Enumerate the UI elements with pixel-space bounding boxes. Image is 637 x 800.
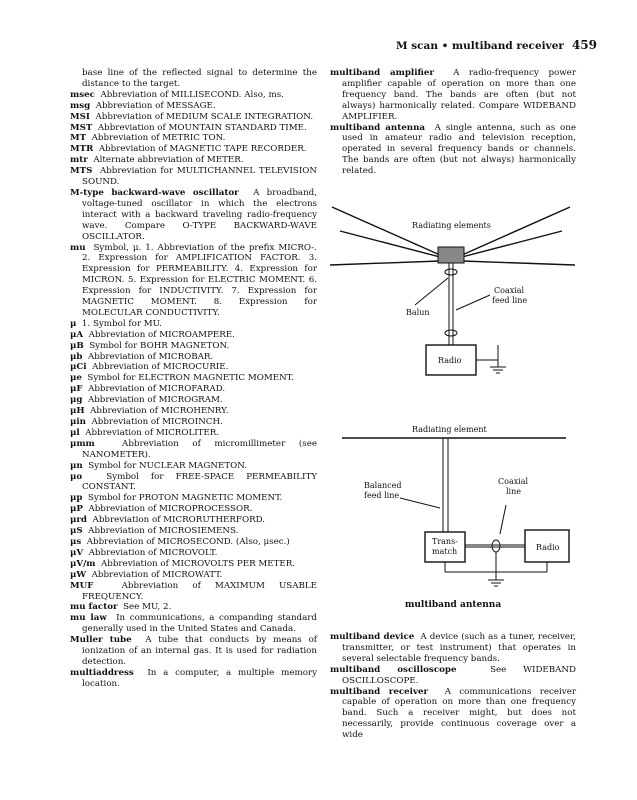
entry-definition: Symbol for ELECTRON MAGNETIC MOMENT. (87, 373, 294, 384)
entry-headword: MSI (70, 111, 90, 122)
entry-headword: msg (70, 100, 91, 111)
entry-definition: Abbreviation of MICROFARAD. (88, 384, 226, 395)
dictionary-entry (70, 68, 317, 90)
dictionary-entry (70, 155, 317, 166)
dictionary-entry (70, 166, 317, 188)
dictionary-entry (70, 613, 317, 635)
entry-definition: Abbreviation of MICROCURIE. (92, 362, 229, 373)
entry-headword: MTR (70, 144, 94, 155)
entry-headword: MT (70, 133, 87, 144)
entry-headword: μmm (70, 438, 95, 449)
dictionary-entry (70, 570, 317, 581)
dictionary-entry (70, 504, 317, 515)
ferrite-icon (492, 540, 500, 552)
figure-caption: multiband antenna (404, 600, 502, 610)
page-number: 459 (571, 38, 597, 52)
entry-headword: μH (70, 406, 85, 417)
entry-headword: μs (70, 536, 82, 547)
dictionary-entry (70, 243, 317, 319)
dictionary-entry (70, 559, 317, 570)
radiating-element-line (462, 261, 575, 265)
entry-definition: Abbreviation of MICROHENRY. (90, 406, 229, 417)
entry-definition: Abbreviation of MICROSIEMENS. (88, 526, 239, 537)
dictionary-entry (330, 687, 576, 742)
entry-definition: Symbol for PROTON MAGNETIC MOMENT. (87, 493, 283, 504)
dictionary-entry (70, 90, 317, 101)
header-title: M scan • multiband receiver (395, 40, 564, 52)
radiating-element-line (340, 231, 440, 257)
entry-definition: Abbreviation for MULTICHANNEL TELEVISION SOUND. (82, 166, 317, 188)
entry-definition: base line of the reflected signal to determine the distance to the target. (82, 68, 317, 89)
entry-definition: Abbreviation of MICRORUTHERFORD. (92, 515, 266, 526)
entry-definition: Abbreviation of MICROWATT. (91, 569, 223, 580)
entry-definition: A communications receiver capable of operation on more than one frequency band. Such a receiver might, but does not necessarily, provide continuous coverage over a wide (342, 686, 576, 741)
left-column (70, 68, 317, 690)
entry-definition: Abbreviation of MICROINCH. (91, 417, 223, 427)
dictionary-entry (70, 548, 317, 559)
entry-definition: Symbol for BOHR MAGNETON. (89, 340, 230, 351)
label-radiating-element: Radiating element (412, 425, 487, 434)
dictionary-entry (70, 330, 317, 341)
dictionary-entry (70, 406, 317, 417)
right-column-bottom (330, 632, 576, 741)
radiating-element-line (332, 207, 440, 255)
entry-headword: multiaddress (70, 667, 134, 678)
entry-headword: μV (70, 547, 84, 558)
entry-definition: 1. Symbol for MU. (81, 318, 162, 329)
dictionary-entry (70, 439, 317, 461)
dictionary-entry (70, 417, 317, 428)
dictionary-entry (70, 362, 317, 373)
dictionary-entry (70, 635, 317, 668)
entry-headword: μn (70, 460, 83, 471)
entry-headword: mu (70, 242, 86, 253)
entry-headword: μo (70, 471, 83, 482)
radiating-element-line (330, 261, 440, 265)
label-balun: Balun (406, 308, 430, 317)
entry-definition: Symbol for FREE-SPACE PERMEABILITY CONSTANT. (82, 471, 317, 493)
entry-headword: M-type backward-wave oscillator (70, 187, 239, 198)
entry-headword: μB (70, 340, 84, 351)
label-feed-line: feed line (364, 491, 400, 500)
entry-headword: μb (70, 351, 83, 362)
label-coaxial: Coaxial (494, 286, 525, 295)
entry-definition: Abbreviation of MESSAGE. (95, 100, 216, 111)
dictionary-entry (70, 133, 317, 144)
entry-definition: Alternate abbreviation of METER. (93, 155, 244, 166)
label-coaxial: Coaxial (498, 477, 529, 486)
entry-definition: A single antenna, such as one used in amateur radio and television reception, operated in several frequency bands or channels. The bands are often (but not always) harmonically related. (342, 122, 576, 177)
entry-headword: μ (70, 318, 77, 329)
entry-headword: μin (70, 417, 86, 427)
label-feed-line: feed line (492, 296, 528, 305)
entry-headword: μg (70, 395, 83, 406)
entry-headword: MTS (70, 166, 93, 177)
entry-definition: Abbreviation of METRIC TON. (91, 133, 226, 144)
multiband-antenna-diagram-1 (330, 195, 586, 395)
entry-definition: Abbreviation of MICROAMPERE. (88, 329, 235, 340)
entry-headword: μV/m (70, 558, 96, 569)
dictionary-entry (330, 632, 576, 665)
dictionary-entry (70, 352, 317, 363)
entry-definition: Abbreviation of MAGNETIC TAPE RECORDER. (98, 144, 307, 155)
ferrite-icon (445, 330, 457, 336)
dictionary-entry (70, 384, 317, 395)
dictionary-entry (70, 112, 317, 123)
entry-definition: Abbreviation of MICROVOLTS PER METER. (101, 558, 296, 569)
dictionary-entry (70, 581, 317, 603)
entry-definition: Abbreviation of MICROGRAM. (87, 395, 223, 406)
entry-definition: A device (such as a tuner, receiver, transmitter, or test instrument) that operates in several selectable frequency bands. (342, 632, 576, 664)
dictionary-entry (70, 101, 317, 112)
label-match: match (432, 547, 458, 556)
label-balanced: Balanced (364, 481, 402, 490)
dictionary-entry (70, 472, 317, 494)
entry-definition: Symbol for NUCLEAR MAGNETON. (88, 460, 248, 471)
entry-headword: μp (70, 493, 83, 504)
entry-headword: multiband device (330, 632, 415, 642)
entry-definition: Abbreviation of micromillimeter (see NANOMETER). (82, 438, 317, 460)
multiband-antenna-diagram-2 (330, 420, 586, 595)
entry-definition: Abbreviation of MEDIUM SCALE INTEGRATION. (95, 111, 314, 122)
hub-box (438, 247, 464, 263)
dictionary-entry (70, 373, 317, 384)
running-header (396, 38, 597, 52)
entry-definition: Abbreviation of MAXIMUM USABLE FREQUENCY. (82, 580, 317, 602)
dictionary-entry (70, 144, 317, 155)
entry-headword: multiband oscilloscope (330, 664, 457, 675)
entry-headword: MUF (70, 580, 94, 591)
dictionary-entry (70, 537, 317, 548)
entry-headword: μP (70, 504, 83, 515)
entry-definition: Abbreviation of MOUNTAIN STANDARD TIME. (97, 122, 307, 133)
dictionary-entry (70, 515, 317, 526)
dictionary-entry (70, 395, 317, 406)
dictionary-entry (70, 319, 317, 330)
dictionary-entry (330, 665, 576, 687)
entry-headword: μl (70, 427, 80, 438)
label-radio: Radio (536, 543, 560, 552)
entry-headword: mtr (70, 155, 88, 166)
entry-headword: mu law (70, 613, 107, 624)
entry-definition: Abbreviation of MICROPROCESSOR. (88, 504, 253, 515)
balun-ferrite-icon (445, 269, 457, 275)
entry-definition: A broadband, voltage-tuned oscillator in which the electrons interact with a backward traveling radio-frequency wave. Compare O-TYPE BACKWARD-WAVE OSCILLATOR. (82, 187, 317, 242)
entry-headword: μCi (70, 362, 87, 373)
dictionary-entry (70, 123, 317, 134)
label-trans: Trans- (432, 537, 458, 546)
right-column-top (330, 68, 576, 177)
dictionary-entry (70, 428, 317, 439)
entry-definition: See MU, 2. (123, 602, 172, 613)
entry-headword: μrd (70, 515, 88, 526)
entry-headword: multiband antenna (330, 122, 426, 133)
entry-definition: Abbreviation of MICROBAR. (87, 351, 214, 362)
entry-headword: μA (70, 329, 84, 340)
entry-headword: multiband receiver (330, 686, 429, 697)
entry-definition: Abbreviation of MICROLITER. (85, 427, 220, 438)
entry-headword: μS (70, 526, 83, 537)
entry-headword: mu factor (70, 602, 118, 613)
entry-headword: msec (70, 89, 95, 100)
entry-definition: Abbreviation of MICROVOLT. (88, 547, 218, 558)
dictionary-entry (330, 68, 576, 123)
label-radio: Radio (438, 356, 462, 365)
dictionary-entry (70, 526, 317, 537)
entry-headword: multiband amplifier (330, 68, 434, 78)
dictionary-entry (70, 461, 317, 472)
entry-definition: In a computer, a multiple memory location. (82, 667, 317, 689)
entry-headword: μF (70, 384, 83, 395)
entry-definition: Abbreviation of MILLISECOND. Also, ms. (100, 89, 284, 100)
entry-headword: μW (70, 569, 87, 580)
dictionary-entry (330, 123, 576, 178)
entry-headword: μe (70, 373, 82, 384)
radiating-element-line (462, 231, 562, 257)
entry-definition: A radio-frequency power amplifier capable of operation on more than one frequency band. The bands are often (but not always) harmonically related. Compare WIDEBAND AMPLIFIER. (342, 68, 576, 122)
entry-definition: See WIDEBAND OSCILLOSCOPE. (342, 664, 576, 686)
entry-definition: A tube that conducts by means of ionization of an internal gas. It is used for radiation detection. (82, 635, 318, 667)
entry-headword: Muller tube (70, 635, 132, 646)
dictionary-entry (70, 602, 317, 613)
label-line: line (506, 487, 522, 496)
dictionary-entry (70, 668, 317, 690)
radiating-element-line (462, 207, 570, 255)
entry-definition: Abbreviation of MICROSECOND. (Also, μsec.) (86, 536, 290, 547)
entry-definition: Symbol, μ. 1. Abbreviation of the prefix MICRO-. 2. Expression for AMPLIFICATION FACTOR. 3. Expression for PERMEABILITY. 4. Expression for MICRON. 5. Expression for ELECTRIC MOMENT. 6. Expression for INDUCTIVITY. 7. Expression for MAGNETIC MOMENT. 8. Expression for MOLECULAR CONDUCTIVITY. (82, 242, 317, 318)
dictionary-entry (70, 493, 317, 504)
entry-headword: MST (70, 122, 93, 133)
entry-definition: In communications, a companding standard generally used in the United States and Canada. (82, 613, 317, 635)
label-radiating-elements: Radiating elements (412, 221, 491, 230)
dictionary-entry (70, 188, 317, 243)
dictionary-entry (70, 341, 317, 352)
